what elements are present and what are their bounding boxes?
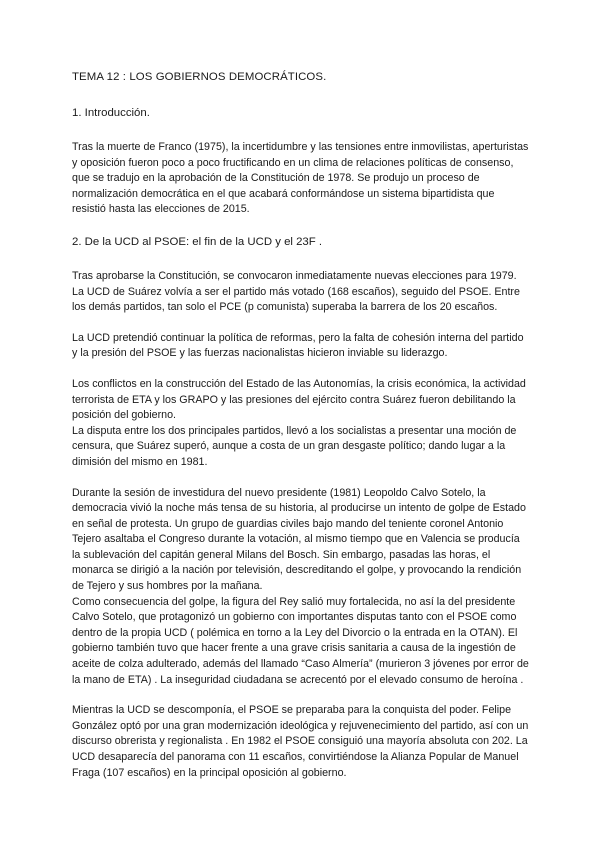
section-2-paragraph-3: Los conflictos en la construcción del Estado de las Autonomías, la crisis económica, la actividad terrorista de ETA y los GRAPO y las presiones del ejército contra Suárez fueron debilitando la posición del gobierno. xyxy=(72,377,526,422)
section-2-paragraph-4: La disputa entre los dos principales partidos, llevó a los socialistas a presentar una moción de censura, que Suárez superó, aunque a costa de un gran desgaste político; dando lugar a la dimisión del mismo en 1981. xyxy=(72,424,517,468)
section-2-paragraph-6: Como consecuencia del golpe, la figura del Rey salió muy fortalecida, no así la del presidente Calvo Sotelo, que protagonizó un gobierno con importantes disputas tanto con el PSOE como dentro de la propia UCD ( polémica en torno a la Ley del Divorcio o la entrada en la OTAN). El gobierno también tuvo que hacer frente a una grave crisis sanitaria a causa de la ingestión de aceite de colza adulterado, además del llamado “Caso Almería” (murieron 3 jóvenes por error de la mano de ETA) . La inseguridad ciudadana se acrecentó por el elevado consumo de heroína . xyxy=(72,595,529,686)
document-title: TEMA 12 : LOS GOBIERNOS DEMOCRÁTICOS. xyxy=(72,71,327,83)
section-1-paragraph-1: Tras la muerte de Franco (1975), la incertidumbre y las tensiones entre inmovilistas, aperturistas y oposición fueron poco a poco fructificando en un clima de relaciones políticas de consenso, que se tradujo en la aprobación de la Constitución de 1978. Se produjo un proceso de normalización democrática en el que acabará conformándose un sistema bipartidista que resistió hasta las elecciones de 2015. xyxy=(72,141,529,216)
section-2-paragraph-7: Mientras la UCD se descomponía, el PSOE se preparaba para la conquista del poder. Felipe González optó por una gran modernización ideológica y rejuvenecimiento del partido, así con un discurso obrerista y regionalista . En 1982 el PSOE consiguió una mayoría absoluta con 202. La UCD desaparecía del panorama con 11 escaños, convirtiéndose la Alianza Popular de Manuel Fraga (107 escaños) en la principal oposición al gobierno. xyxy=(72,704,529,779)
document-page xyxy=(72,68,530,781)
section-2-paragraph-1: Tras aprobarse la Constitución, se convocaron inmediatamente nuevas elecciones para 1979. La UCD de Suárez volvía a ser el partido más votado (168 escaños), seguido del PSOE. Entre los demás partidos, tan solo el PCE (p comunista) superaba la barrera de los 20 escaños. xyxy=(72,269,520,314)
section-1-heading: 1. Introducción. xyxy=(72,107,150,119)
section-2-paragraph-5: Durante la sesión de investidura del nuevo presidente (1981) Leopoldo Calvo Sotelo, la democracia vivió la noche más tensa de su historia, al producirse un intento de golpe de Estado en señal de protesta. Un grupo de guardias civiles bajo mando del teniente coronel Antonio Tejero asaltaba el Congreso durante la votación, al mismo tiempo que en Valencia se producía la sublevación del capitán general Milans del Bosch. Sin embargo, pasadas las horas, el monarca se dirigió a la nación por televisión, descreditando el golpe, y provocando la rendición de Tejero y sus hombres por la mañana. xyxy=(72,486,526,593)
section-2-paragraph-2: La UCD pretendió continuar la política de reformas, pero la falta de cohesión interna del partido y la presión del PSOE y las fuerzas nacionalistas hicieron inviable su liderazgo. xyxy=(72,331,524,360)
section-2-heading: 2. De la UCD al PSOE: el fin de la UCD y el 23F . xyxy=(72,235,323,248)
